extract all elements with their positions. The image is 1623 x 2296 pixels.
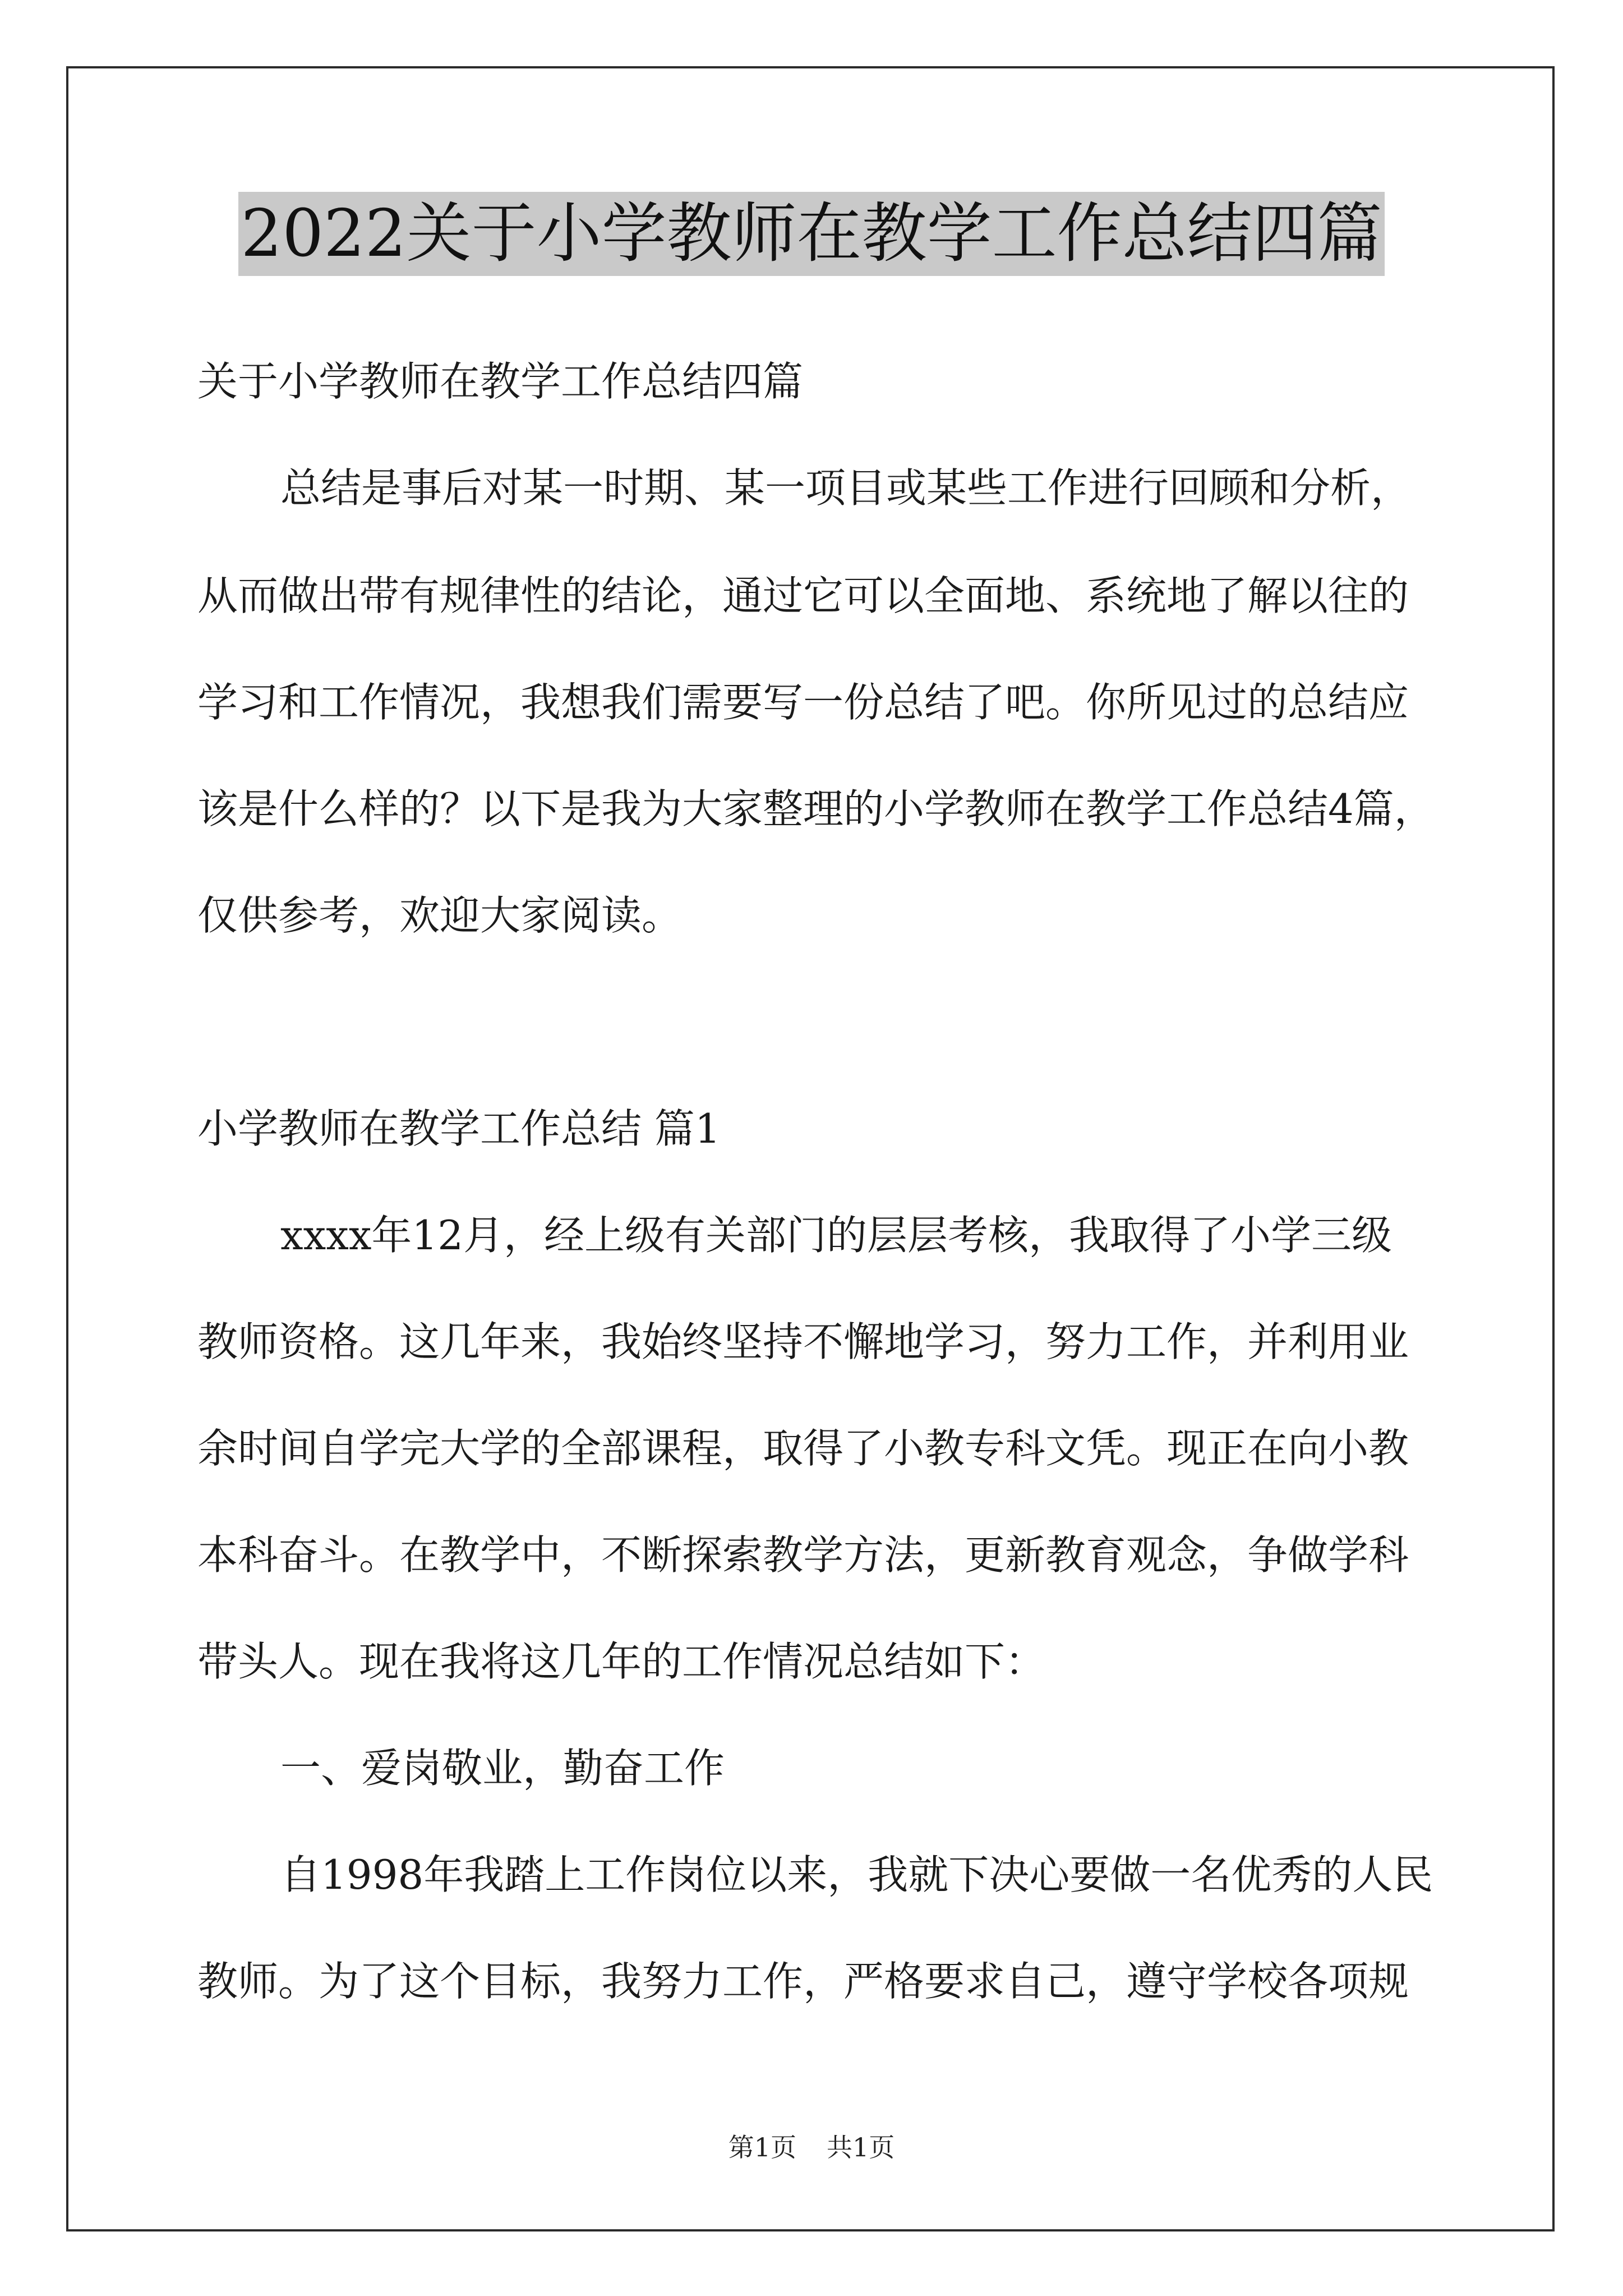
title-container (0, 192, 1623, 276)
intro-line: 该是什么样的？以下是我为大家整理的小学教师在教学工作总结4篇， (197, 785, 1435, 832)
paragraph-line: 自1998年我踏上工作岗位以来，我就下决心要做一名优秀的人民 (280, 1851, 1433, 1898)
document-title: 2022关于小学教师在教学工作总结四篇 (238, 192, 1384, 276)
paragraph-line: 带头人。现在我将这几年的工作情况总结如下： (197, 1638, 1046, 1685)
subheading: 一、爱岗敬业，勤奋工作 (280, 1745, 725, 1792)
paragraph-line: 教师。为了这个目标，我努力工作，严格要求自己，遵守学校各项规 (197, 1958, 1409, 2005)
document-subtitle: 关于小学教师在教学工作总结四篇 (197, 358, 804, 405)
paragraph-line: 教师资格。这几年来，我始终坚持不懈地学习，努力工作，并利用业 (197, 1318, 1409, 1365)
intro-line: 总结是事后对某一时期、某一项目或某些工作进行回顾和分析， (280, 464, 1412, 512)
page-footer (0, 2127, 1623, 2164)
page-number-total: 共1页 (827, 2132, 895, 2162)
paragraph-line: xxxx年12月，经上级有关部门的层层考核，我取得了小学三级 (280, 1212, 1393, 1259)
paragraph-line: 余时间自学完大学的全部课程，取得了小教专科文凭。现正在向小教 (197, 1425, 1409, 1472)
intro-line: 学习和工作情况，我想我们需要写一份总结了吧。你所见过的总结应 (197, 679, 1409, 726)
intro-line: 仅供参考，欢迎大家阅读。 (197, 892, 683, 939)
intro-line: 从而做出带有规律性的结论，通过它可以全面地、系统地了解以往的 (197, 572, 1409, 619)
paragraph-line: 本科奋斗。在教学中，不断探索教学方法，更新教育观念，争做学科 (197, 1531, 1409, 1579)
page-number-current: 第1页 (728, 2132, 796, 2162)
section-heading: 小学教师在教学工作总结 篇1 (197, 1105, 721, 1152)
